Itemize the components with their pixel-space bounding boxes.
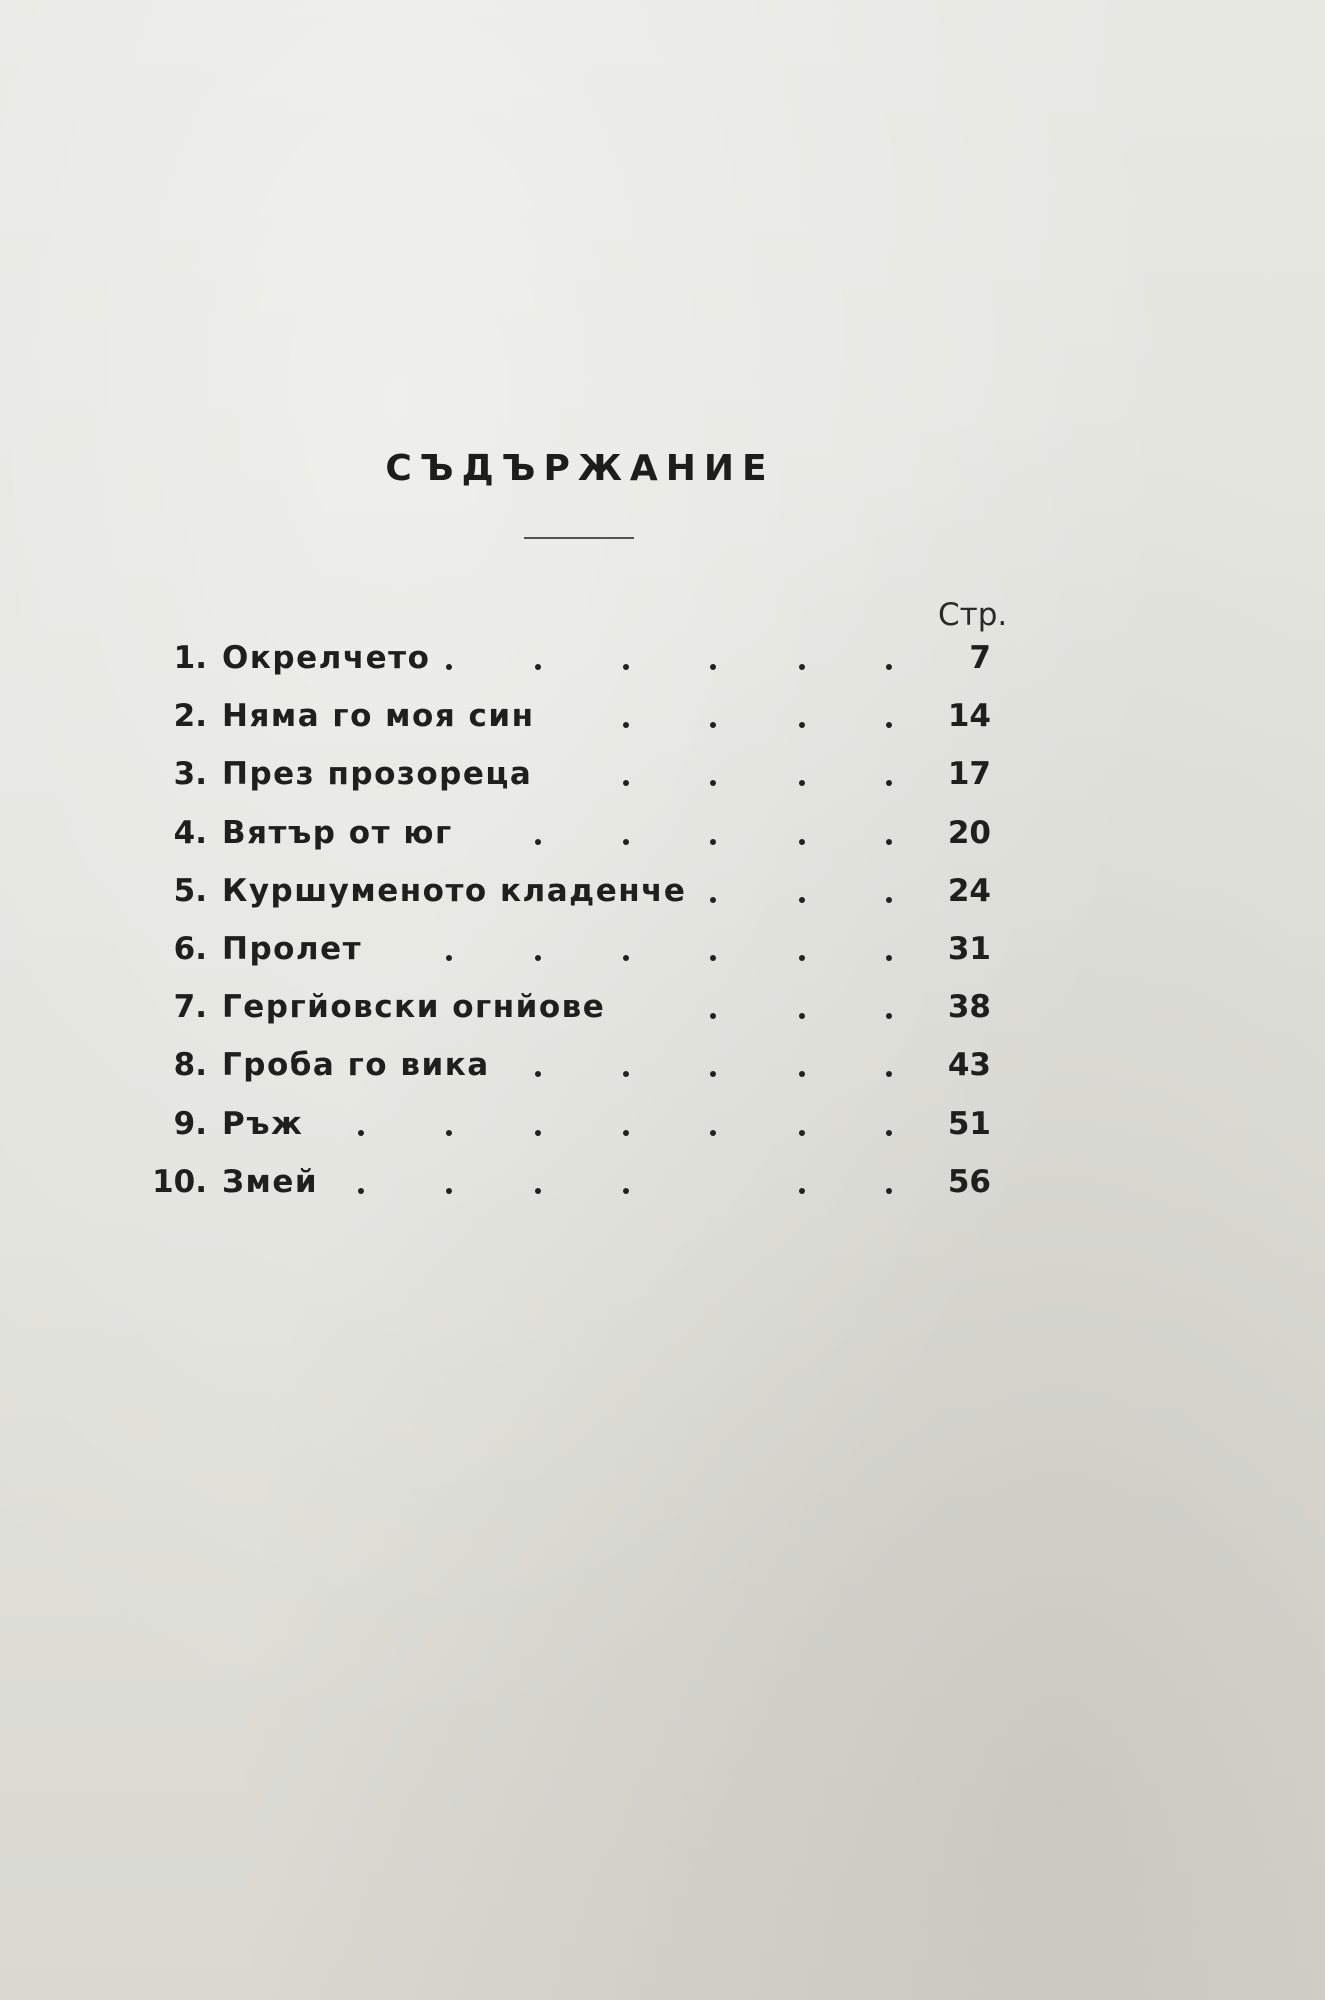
toc-entry xyxy=(0,756,1325,814)
contents-heading: СЪДЪРЖАНИЕ xyxy=(385,448,775,489)
leader-dot xyxy=(799,780,805,786)
leader-dot xyxy=(358,1130,364,1136)
leader-dot xyxy=(799,955,805,961)
leader-dot xyxy=(535,1130,541,1136)
toc-entry xyxy=(0,873,1325,931)
entry-title: Няма го моя син xyxy=(222,698,535,735)
entry-page: 17 xyxy=(947,756,991,793)
leader-dot xyxy=(535,955,541,961)
leader-dot xyxy=(623,722,629,728)
entry-number: 6. xyxy=(173,930,207,967)
entry-title: Гергйовски огнйове xyxy=(222,989,606,1026)
entry-number: 1. xyxy=(173,640,207,676)
entry-title: Окрелчето xyxy=(222,640,431,676)
entry-page: 43 xyxy=(947,1047,991,1084)
leader-dot xyxy=(535,839,541,845)
leader-dot xyxy=(623,780,629,786)
leader-dot xyxy=(710,722,716,728)
leader-dot xyxy=(535,664,541,670)
leader-dot xyxy=(535,1071,541,1077)
leader-dot xyxy=(710,839,716,845)
toc-entry xyxy=(0,640,1325,698)
entry-title: Пролет xyxy=(222,930,363,967)
leader-dot xyxy=(358,1188,364,1194)
entry-title: Змей xyxy=(222,1163,319,1200)
leader-dot xyxy=(623,955,629,961)
entry-page: 51 xyxy=(947,1105,991,1142)
entry-number: 2. xyxy=(173,698,207,735)
leader-dot xyxy=(886,1013,892,1019)
leader-dot xyxy=(799,664,805,670)
leader-dot xyxy=(799,1188,805,1194)
entry-number: 3. xyxy=(173,756,207,793)
entry-title: През прозореца xyxy=(222,756,533,793)
leader-dot xyxy=(710,955,716,961)
page-column-label: Стр. xyxy=(938,597,1008,633)
toc-entry xyxy=(0,989,1325,1047)
leader-dot xyxy=(886,780,892,786)
leader-dot xyxy=(710,897,716,903)
entry-number: 4. xyxy=(173,814,207,851)
leader-dot xyxy=(623,1188,629,1194)
toc-entry xyxy=(0,698,1325,756)
toc-entry xyxy=(0,815,1325,873)
entry-number: 8. xyxy=(173,1047,207,1084)
leader-dot xyxy=(799,722,805,728)
leader-dot xyxy=(886,839,892,845)
entry-page: 20 xyxy=(947,814,991,851)
leader-dot xyxy=(886,897,892,903)
leader-dot xyxy=(446,955,452,961)
leader-dot xyxy=(799,1130,805,1136)
toc-entry xyxy=(0,1047,1325,1105)
leader-dot xyxy=(710,1071,716,1077)
entry-number: 10. xyxy=(152,1163,207,1200)
leader-dot xyxy=(710,1130,716,1136)
leader-dot xyxy=(799,1013,805,1019)
toc-entry xyxy=(0,931,1325,989)
entry-title: Куршуменото кладенче xyxy=(222,872,687,909)
leader-dot xyxy=(710,780,716,786)
leader-dot xyxy=(886,1130,892,1136)
entry-title: Ръж xyxy=(222,1105,304,1142)
leader-dot xyxy=(799,1071,805,1077)
leader-dot xyxy=(446,664,452,670)
leader-dot xyxy=(623,1130,629,1136)
entry-title: Гроба го вика xyxy=(222,1047,490,1084)
entry-title: Вятър от юг xyxy=(222,814,453,851)
entry-number: 5. xyxy=(173,872,207,909)
leader-dot xyxy=(710,1013,716,1019)
contents-list xyxy=(0,640,1325,1222)
entry-page: 56 xyxy=(947,1163,991,1200)
toc-entry xyxy=(0,1106,1325,1164)
leader-dot xyxy=(886,1071,892,1077)
entry-number: 7. xyxy=(173,989,207,1026)
leader-dot xyxy=(446,1188,452,1194)
entry-page: 38 xyxy=(947,989,991,1026)
leader-dot xyxy=(886,722,892,728)
leader-dot xyxy=(623,1071,629,1077)
entry-page: 31 xyxy=(947,930,991,967)
entry-page: 24 xyxy=(947,872,991,909)
entry-number: 9. xyxy=(173,1105,207,1142)
leader-dot xyxy=(799,839,805,845)
leader-dot xyxy=(710,664,716,670)
toc-entry xyxy=(0,1164,1325,1222)
leader-dot xyxy=(886,955,892,961)
leader-dot xyxy=(886,664,892,670)
leader-dot xyxy=(623,664,629,670)
heading-underline xyxy=(524,537,634,539)
leader-dot xyxy=(446,1130,452,1136)
leader-dot xyxy=(535,1188,541,1194)
entry-page: 7 xyxy=(969,640,991,676)
leader-dot xyxy=(886,1188,892,1194)
entry-page: 14 xyxy=(947,698,991,735)
leader-dot xyxy=(623,839,629,845)
leader-dot xyxy=(799,897,805,903)
